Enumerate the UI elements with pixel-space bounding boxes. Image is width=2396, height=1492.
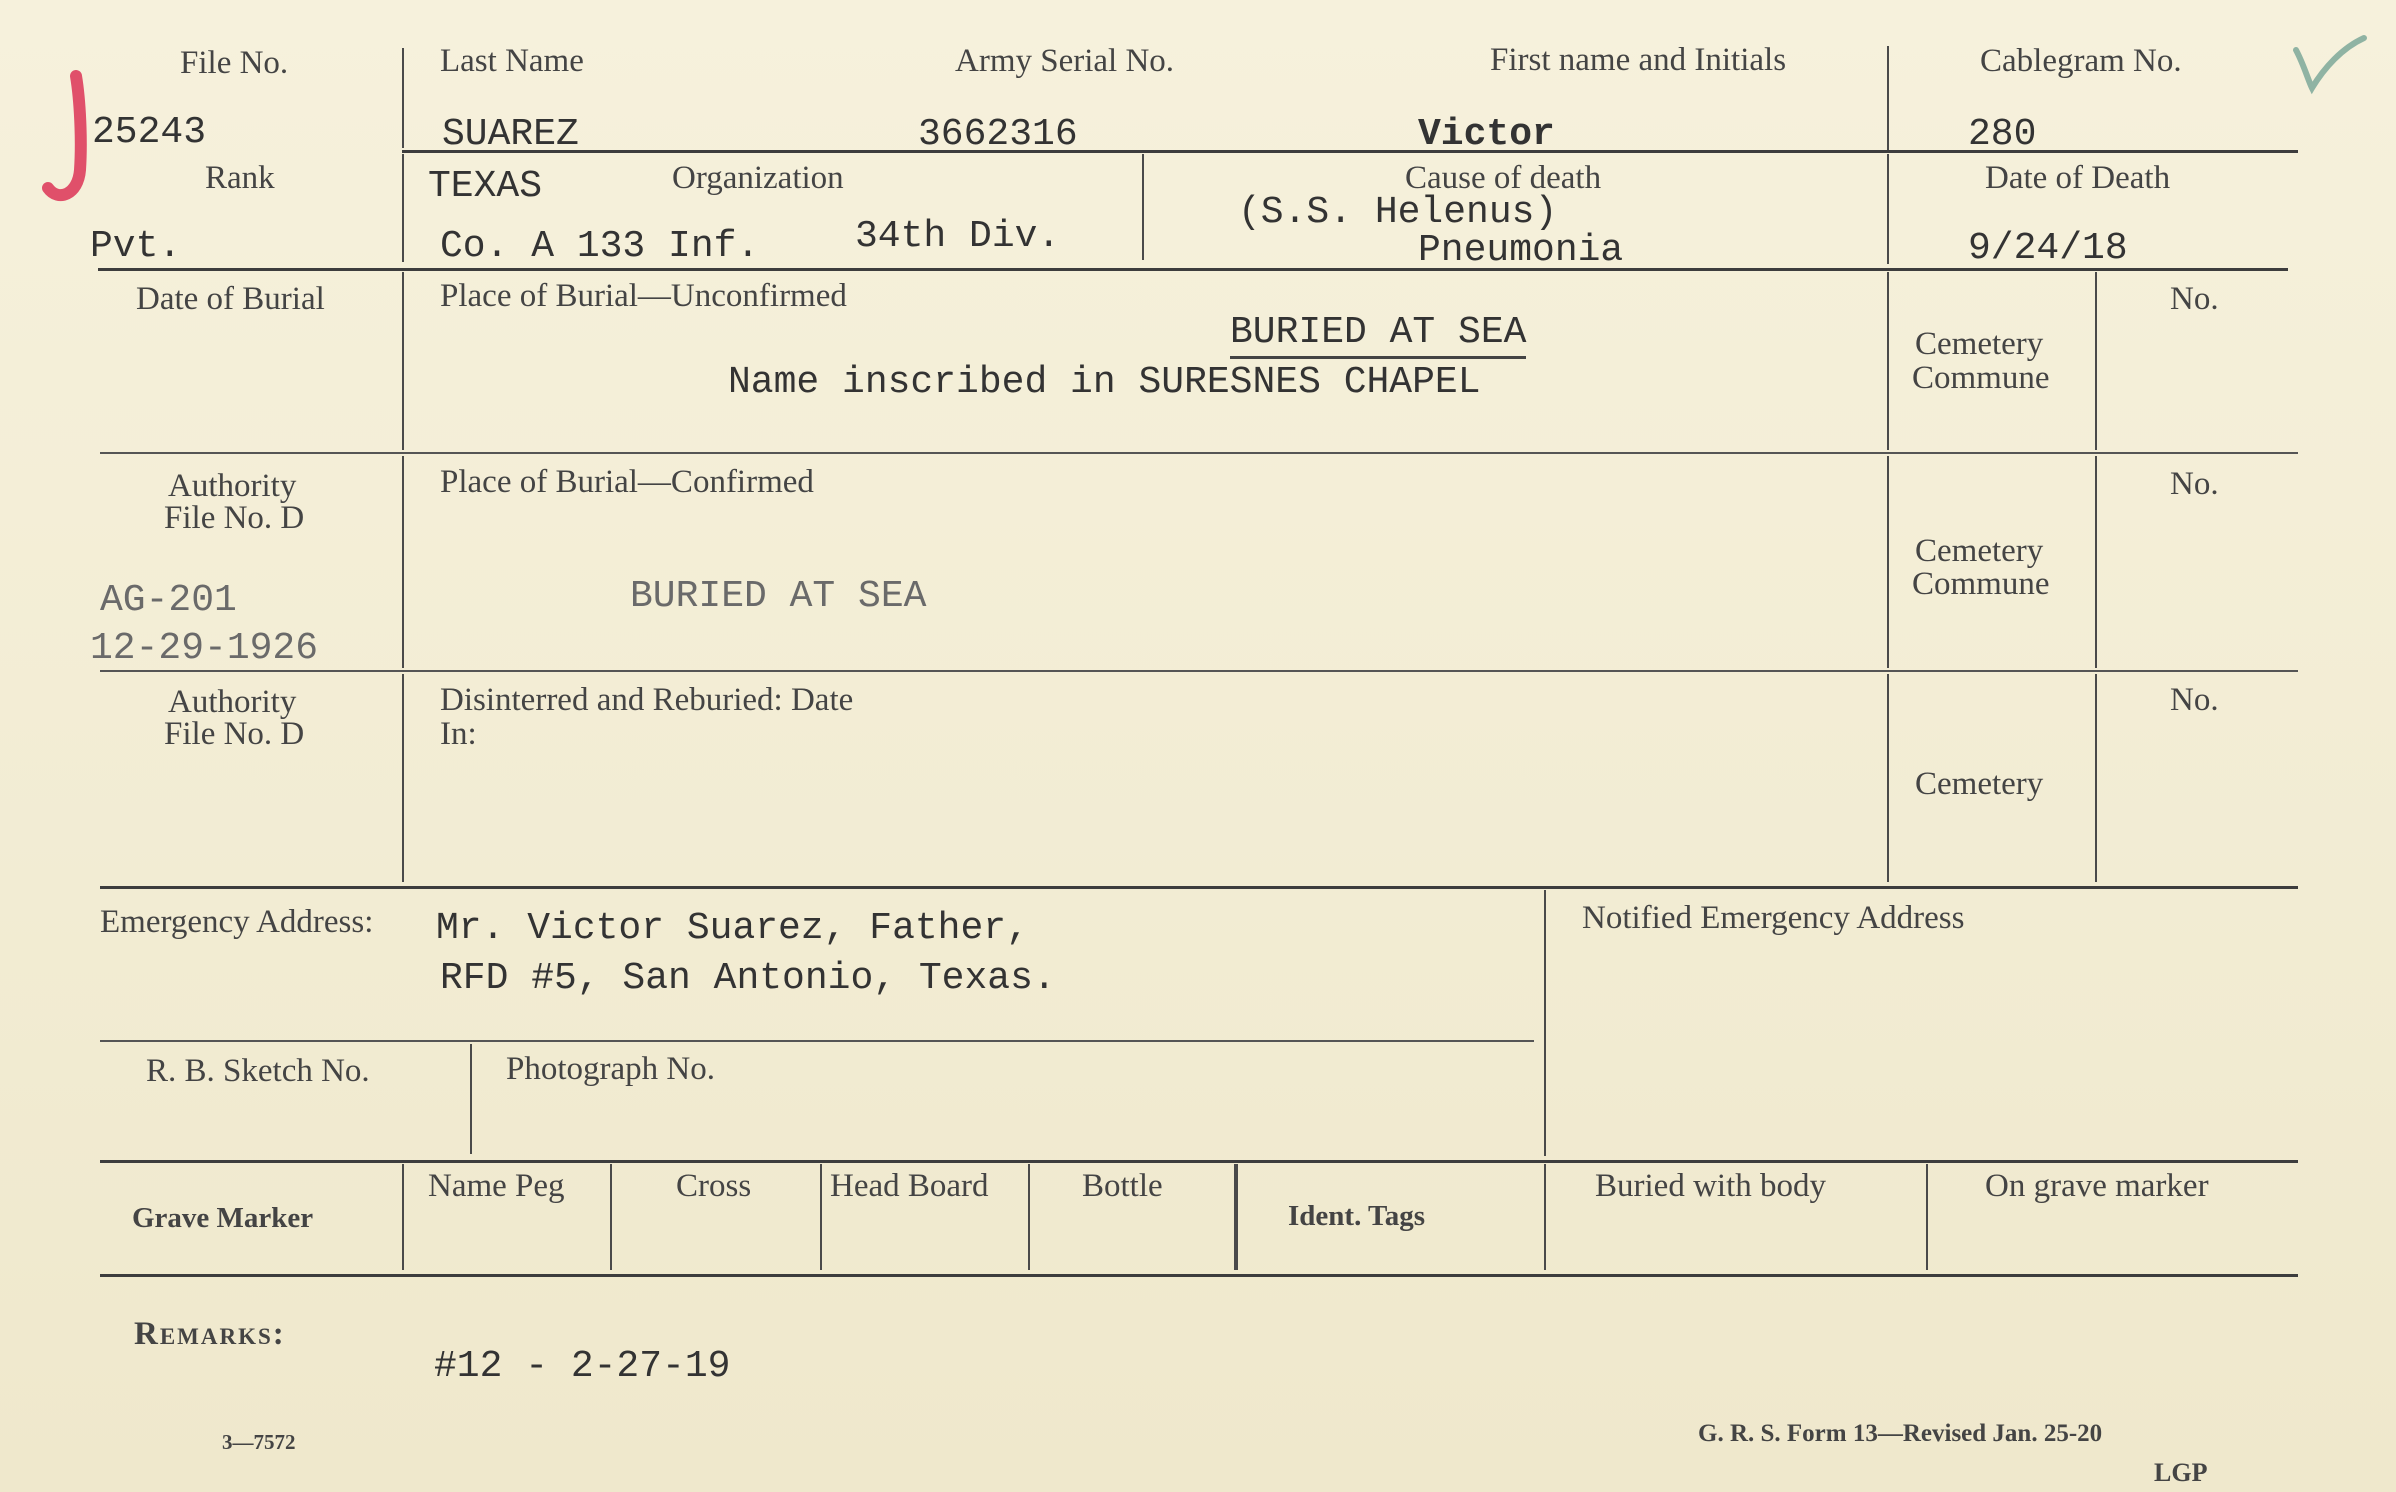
rule [100, 670, 2298, 672]
place-confirmed-label: Place of Burial—Confirmed [440, 464, 814, 500]
red-bracket-mark-icon [38, 70, 94, 210]
commune-label: Commune [1912, 360, 2050, 396]
ident-tags-label: Ident. Tags [1288, 1200, 1426, 1232]
serial-value: 3662316 [918, 113, 1078, 156]
authority-file-label: File No. D [164, 500, 305, 536]
commune-label: Commune [1912, 566, 2050, 602]
divider [470, 1044, 472, 1154]
rule [100, 886, 2298, 889]
rule [98, 268, 2288, 271]
no-label: No. [2170, 682, 2219, 718]
no-label: No. [2170, 281, 2219, 317]
division-value: 34th Div. [855, 215, 1061, 258]
authority-date-value: 12-29-1926 [90, 627, 319, 670]
divider [2095, 272, 2097, 450]
divider [1926, 1164, 1928, 1270]
rule [100, 1040, 1534, 1042]
cemetery-label: Cemetery [1915, 766, 2044, 802]
divider [820, 1164, 822, 1270]
rule [100, 452, 2298, 454]
divider [1028, 1164, 1030, 1270]
emergency-line1-value: Mr. Victor Suarez, Father, [436, 907, 1029, 950]
divider [1887, 674, 1889, 882]
date-of-death-label: Date of Death [1985, 160, 2171, 196]
rb-sketch-label: R. B. Sketch No. [146, 1053, 370, 1089]
cablegram-value: 280 [1968, 113, 2037, 156]
date-of-death-value: 9/24/18 [1968, 227, 2128, 270]
print-code: 3—7572 [222, 1430, 296, 1454]
remarks-value: #12 - 2-27-19 [434, 1345, 731, 1388]
cemetery-label: Cemetery [1915, 533, 2044, 569]
organization-label: Organization [672, 160, 844, 196]
place-unconfirmed-label: Place of Burial—Unconfirmed [440, 278, 847, 314]
serial-label: Army Serial No. [955, 43, 1175, 79]
divider [402, 48, 404, 148]
buried-with-body-label: Buried with body [1595, 1168, 1826, 1204]
cablegram-label: Cablegram No. [1980, 43, 2182, 79]
first-name-label: First name and Initials [1490, 42, 1787, 78]
divider [402, 272, 404, 450]
buried-at-sea-value: BURIED AT SEA [1230, 314, 1526, 359]
rule [100, 1274, 2298, 1277]
cemetery-label: Cemetery [1915, 326, 2044, 362]
divider [402, 456, 404, 668]
divider [1887, 46, 1889, 152]
divider [2095, 674, 2097, 882]
divider [1544, 1164, 1546, 1270]
on-grave-marker-label: On grave marker [1985, 1168, 2209, 1204]
name-peg-label: Name Peg [428, 1168, 565, 1204]
confirmed-place-value: BURIED AT SEA [630, 575, 927, 618]
green-check-mark-icon [2290, 30, 2370, 100]
authority-file-label: File No. D [164, 716, 305, 752]
state-value: TEXAS [428, 165, 543, 208]
photograph-label: Photograph No. [506, 1051, 715, 1087]
authority-label: Authority [168, 468, 297, 504]
rank-value: Pvt. [90, 225, 182, 268]
disinterred-label: Disinterred and Reburied: Date [440, 682, 854, 718]
rule [402, 150, 2298, 153]
ship-value: (S.S. Helenus) [1238, 191, 1558, 234]
rule [100, 1160, 2298, 1163]
divider [402, 674, 404, 882]
divider [1887, 456, 1889, 668]
divider [1234, 1164, 1238, 1270]
emergency-address-label: Emergency Address: [100, 904, 374, 940]
divider [2095, 456, 2097, 668]
divider [1887, 154, 1889, 264]
file-no-value: 25243 [92, 111, 207, 154]
divider [1887, 272, 1889, 450]
remarks-label: Remarks: [134, 1316, 286, 1352]
date-of-burial-label: Date of Burial [136, 281, 325, 317]
grave-marker-label: Grave Marker [132, 1202, 314, 1234]
initials: LGP [2154, 1458, 2208, 1487]
divider [402, 1164, 404, 1270]
cause-of-death-label: Cause of death [1405, 160, 1602, 196]
bottle-label: Bottle [1082, 1168, 1163, 1204]
form-number: G. R. S. Form 13—Revised Jan. 25-20 [1698, 1420, 2103, 1447]
authority-label: Authority [168, 684, 297, 720]
first-name-value: Victor [1418, 113, 1555, 156]
notified-emergency-label: Notified Emergency Address [1582, 900, 1965, 936]
suresnes-chapel-value: Name inscribed in SURESNES CHAPEL [728, 361, 1481, 404]
cross-label: Cross [676, 1168, 752, 1204]
rank-label: Rank [205, 160, 275, 196]
last-name-label: Last Name [440, 43, 584, 79]
divider [1544, 890, 1546, 1156]
no-label: No. [2170, 466, 2219, 502]
authority-ref-value: AG-201 [100, 579, 237, 622]
emergency-line2-value: RFD #5, San Antonio, Texas. [440, 957, 1056, 1000]
file-no-label: File No. [180, 45, 289, 81]
head-board-label: Head Board [830, 1168, 989, 1204]
divider [610, 1164, 612, 1270]
divider [402, 154, 404, 262]
cause-value: Pneumonia [1418, 229, 1624, 272]
divider [1142, 154, 1144, 260]
in-label: In: [440, 716, 477, 752]
last-name-value: SUAREZ [442, 113, 579, 156]
organization-value: Co. A 133 Inf. [440, 225, 760, 268]
